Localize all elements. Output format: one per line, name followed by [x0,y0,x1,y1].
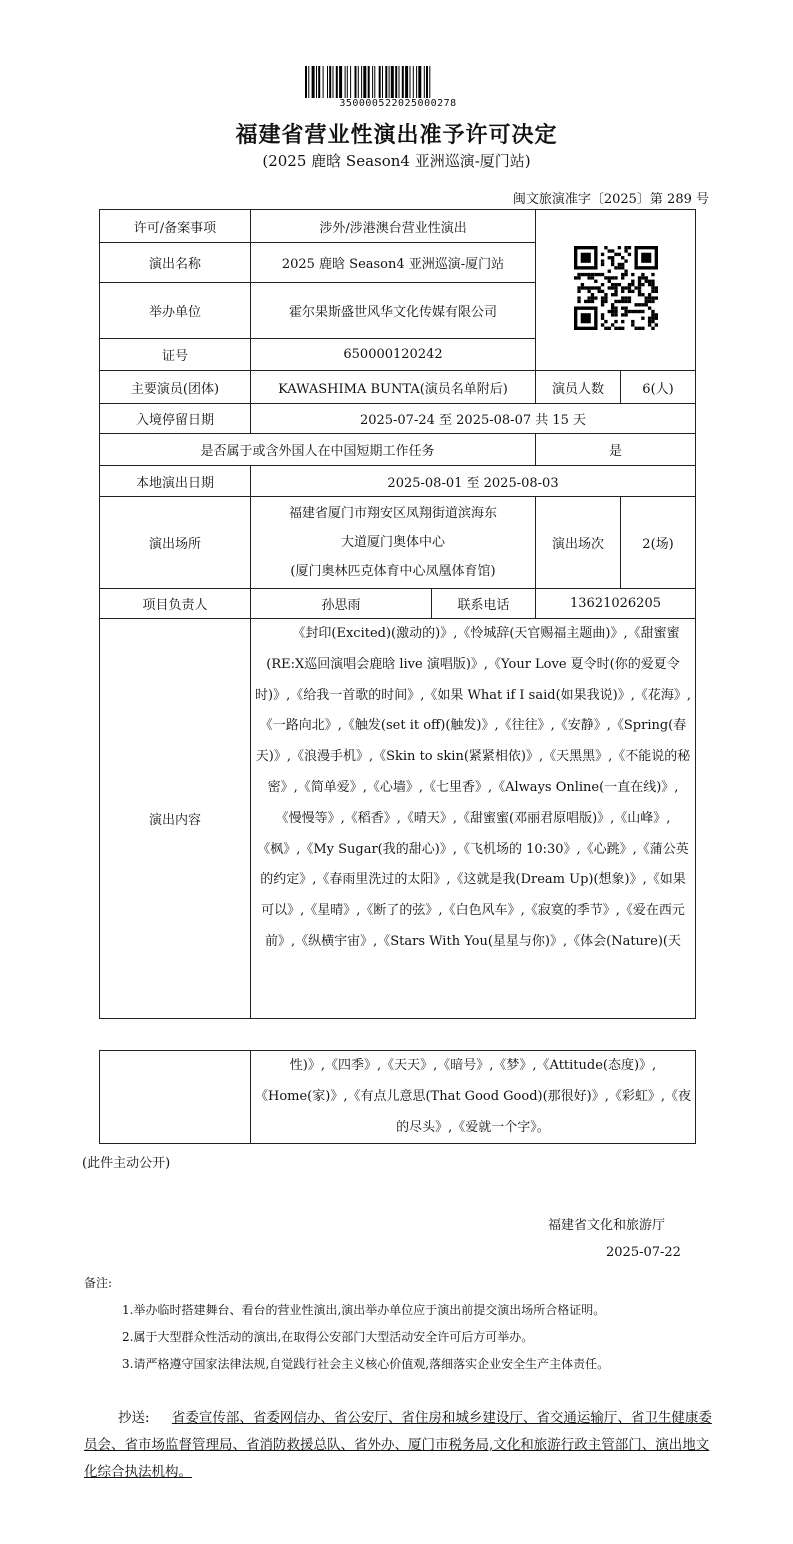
license-value: 650000120242 [251,339,536,371]
local-dates-value: 2025-08-01 至 2025-08-03 [251,466,696,497]
qr-code-icon [574,246,658,330]
note-1: 1.举办临时搭建舞台、看台的营业性演出,演出举办单位应于演出前提交演出场所合格证明。 [122,1303,606,1317]
cc-label: 抄送: [118,1410,150,1426]
sessions-label: 演出场次 [536,497,621,589]
document-title: 福建省营业性演出准予许可决定 [235,123,558,148]
barcode-image [305,66,491,98]
note-3: 3.请严格遵守国家法律法规,自觉践行社会主义核心价值观,落细落实企业安全生产主体责任。 [122,1357,610,1371]
remarks-title: 备注: [84,1276,113,1290]
qr-cell [536,210,696,371]
permit-table-continued [99,1050,696,1144]
venue-line-2: 大道厦门奥体中心 [341,535,446,550]
permit-type-value: 涉外/涉港澳台营业性演出 [251,210,536,243]
venue-line-3: (厦门奥林匹克体育中心凤凰体育馆) [290,564,496,579]
local-dates-label: 本地演出日期 [100,466,251,497]
foreign-task-value: 是 [536,434,696,466]
performer-count-label: 演员人数 [536,371,621,404]
document-number: 闽文旅演准字〔2025〕第 289 号 [512,192,709,207]
permit-type-label: 许可/备案事项 [100,210,251,243]
venue-label: 演出场所 [100,497,251,589]
stay-value: 2025-07-24 至 2025-08-07 共 15 天 [251,404,696,434]
content-label: 演出内容 [100,619,251,1019]
stay-label: 入境停留日期 [100,404,251,434]
phone-label: 联系电话 [432,589,536,619]
license-label: 证号 [100,339,251,371]
performer-label: 主要演员(团体) [100,371,251,404]
sessions-value: 2(场) [621,497,696,589]
show-name-label: 演出名称 [100,243,251,283]
barcode-number: 350000522025000278 [339,98,457,109]
cc-text: 省委宣传部、省委网信办、省公安厅、省住房和城乡建设厅、省交通运输厅、省卫生健康委员会、省市场监督管理局、省消防救援总队、省外办、厦门市税务局,文化和旅游行政主管部门、演出地文化综合执法机构。 [84,1410,712,1480]
venue-value [251,497,536,589]
phone-value: 13621026205 [536,589,696,619]
performer-count-value: 6(人) [621,371,696,404]
permit-table [99,209,696,1019]
organizer-value: 霍尔果斯盛世风华文化传媒有限公司 [251,283,536,339]
public-note: (此件主动公开) [82,1156,171,1171]
show-name-value: 2025 鹿晗 Season4 亚洲巡演-厦门站 [251,243,536,283]
foreign-task-label: 是否属于或含外国人在中国短期工作任务 [100,434,536,466]
issuer: 福建省文化和旅游厅 [548,1218,666,1233]
content-value: 《封印(Excited)(激动的)》,《怜城辞(天官赐福主题曲)》,《甜蜜蜜(RE:X巡回演唱会鹿晗 live 演唱版)》,《Your Love 夏令时(你的爱夏令时)》,《给我一首歌的时间》,《如果 What if I said(如果我说)》,《花海》,《一路向北》,《触发(set it off)(触发)》,《往往》,《安静》,《Spring(春天)》,《浪漫手机》,《Skin to skin(紧紧相依)》,《天黑黑》,《不能说的秘密》,《简单爱》,《心墙》,《七里香》,《Always Online(一直在线)》,《慢慢等》,《稻香》,《晴天》,《甜蜜蜜(邓丽君原唱版)》,《山峰》,《枫》,《My Sugar(我的甜心)》,《飞机场的 10:30》,《心跳》,《蒲公英的约定》,《春雨里洗过的太阳》,《这就是我(Dream Up)(想象)》,《如果可以》,《星晴》,《断了的弦》,《白色风车》,《寂寞的季节》,《爱在西元前》,《纵横宇宙》,《Stars With You(星星与你)》,《体会(Nature)(天 [251,619,696,1019]
issue-date: 2025-07-22 [606,1245,681,1260]
venue-line-1: 福建省厦门市翔安区凤翔街道滨海东 [289,506,498,521]
manager-label: 项目负责人 [100,589,251,619]
content-label-empty [100,1051,251,1144]
note-2: 2.属于大型群众性活动的演出,在取得公安部门大型活动安全许可后方可举办。 [122,1330,534,1344]
organizer-label: 举办单位 [100,283,251,339]
content-value-continued: 性)》,《四季》,《天天》,《暗号》,《梦》,《Attitude(态度)》,《Home(家)》,《有点儿意思(That Good Good)(那很好)》,《彩虹》,《夜的尽头》,《爱就一个字》。 [251,1051,696,1144]
manager-value: 孙思雨 [251,589,432,619]
performer-value: KAWASHIMA BUNTA(演员名单附后) [251,371,536,404]
document-subtitle: (2025 鹿晗 Season4 亚洲巡演-厦门站) [262,152,531,170]
cc-block [84,1405,712,1486]
